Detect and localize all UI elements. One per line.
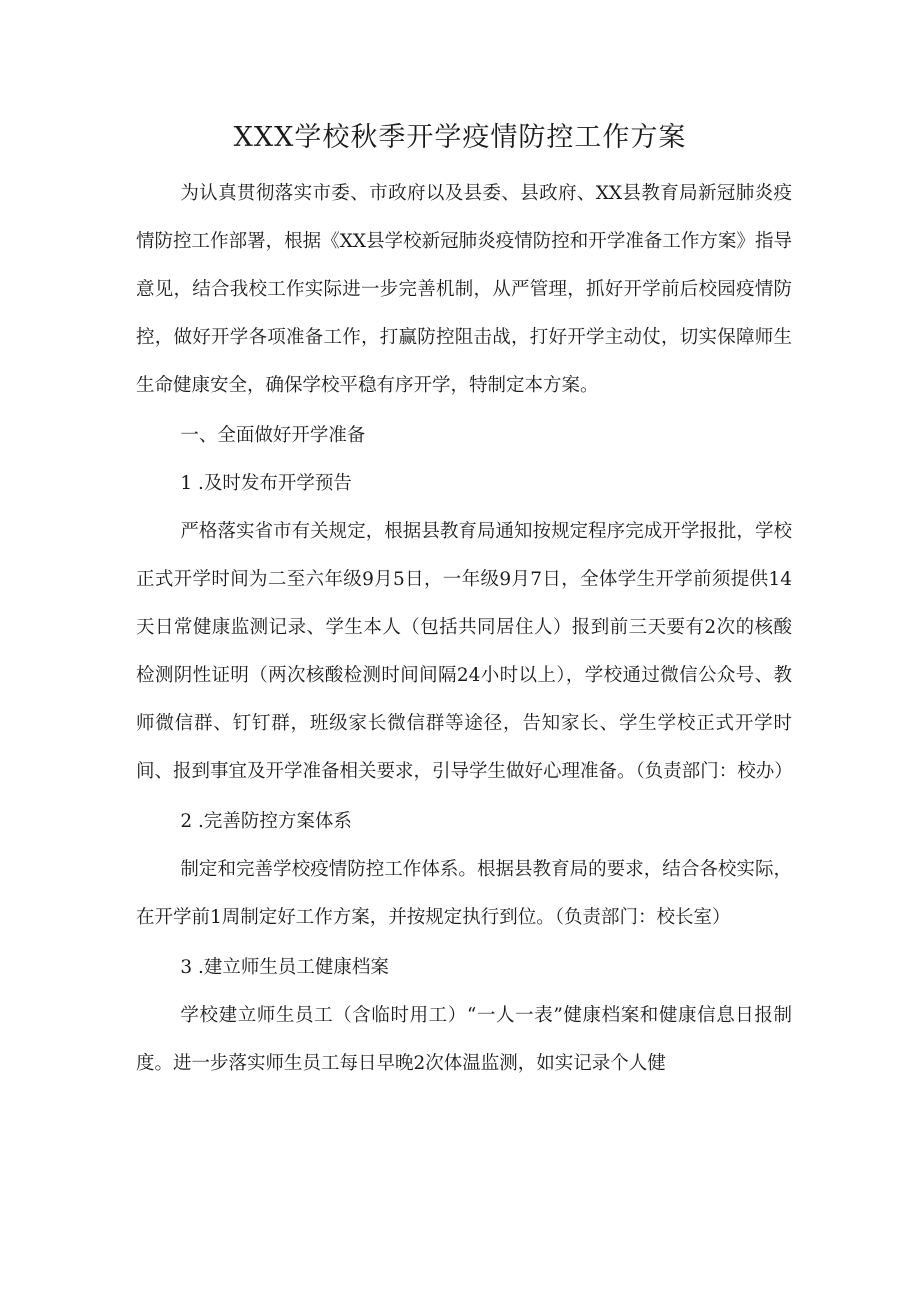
document-body bbox=[136, 170, 792, 1088]
document-title: XXX学校秋季开学疫情防控工作方案 bbox=[233, 122, 687, 153]
subsection-heading-3: 3 .建立师生员工健康档案 bbox=[180, 957, 389, 978]
subsection-paragraph-3: 学校建立师生员工（含临时用工）“一人一表”健康档案和健康信息日报制度。进一步落实师生员工每日早晚2次体温监测，如实记录个人健 bbox=[136, 1005, 792, 1074]
section-heading-1: 一、全面做好开学准备 bbox=[180, 425, 366, 446]
subsection-paragraph-2: 制定和完善学校疫情防控工作体系。根据县教育局的要求，结合各校实际，在开学前1周制定好工作方案，并按规定执行到位。（负责部门：校长室） bbox=[136, 859, 792, 928]
intro-paragraph: 为认真贯彻落实市委、市政府以及县委、县政府、XX县教育局新冠肺炎疫情防控工作部署，根据《XX县学校新冠肺炎疫情防控和开学准备工作方案》指导意见，结合我校工作实际进一步完善机制，从严管理，抓好开学前后校园疫情防控，做好开学各项准备工作，打赢防控阻击战，打好开学主动仗，切实保障师生生命健康安全，确保学校平稳有序开学，特制定本方案。 bbox=[136, 183, 792, 396]
subsection-heading-1: 1 .及时发布开学预告 bbox=[180, 473, 352, 494]
subsection-paragraph-1: 严格落实省市有关规定，根据县教育局通知按规定程序完成开学报批，学校正式开学时间为二至六年级9月5日，一年级9月7日，全体学生开学前须提供14天日常健康监测记录、学生本人（包括共同居住人）报到前三天要有2次的核酸检测阴性证明（两次核酸检测时间间隔24小时以上），学校通过微信公众号、教师微信群、钉钉群，班级家长微信群等途径，告知家长、学生学校正式开学时间、报到事宜及开学准备相关要求，引导学生做好心理准备。（负责部门：校办） bbox=[136, 521, 793, 782]
subsection-heading-2: 2 .完善防控方案体系 bbox=[180, 811, 352, 832]
